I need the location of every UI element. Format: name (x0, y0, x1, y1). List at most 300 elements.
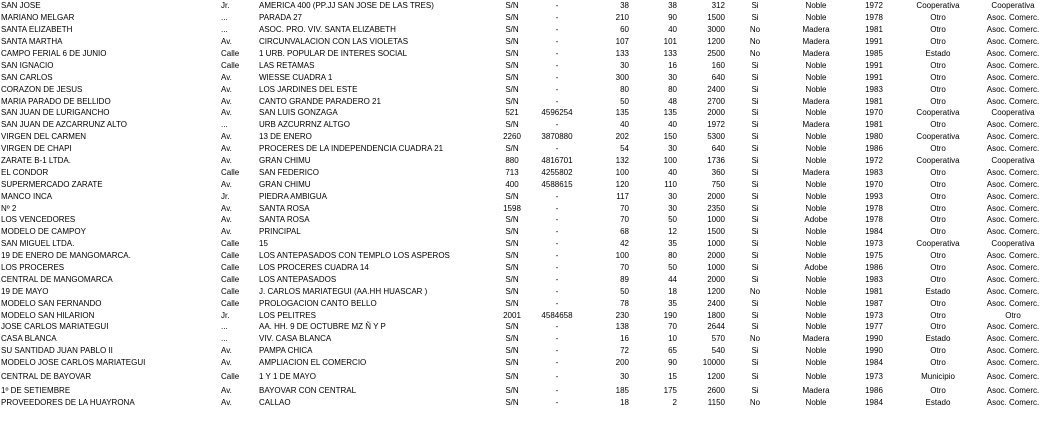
area-cell: 1000 (707, 239, 725, 249)
year-cell: 1973 (865, 310, 883, 320)
table-row (0, 385, 1050, 397)
owner-cell: Otro (930, 37, 946, 47)
market-name-cell: VIRGEN DEL CARMEN (1, 132, 87, 142)
construction-cell: Noble (805, 132, 827, 142)
year-cell: 1977 (865, 322, 883, 332)
owner-cell: Otro (930, 274, 946, 284)
street-number-cell: S/N (505, 25, 519, 35)
via-type-cell: Calle (221, 60, 240, 70)
stalls-active-cell: 10 (668, 334, 677, 344)
service-cell: No (749, 37, 761, 47)
construction-cell: Noble (805, 298, 827, 308)
stalls-active-cell: 80 (668, 84, 677, 94)
organization-cell: Asoc. Comerc. (986, 358, 1040, 368)
via-type-cell: Calle (221, 251, 240, 261)
owner-cell: Otro (930, 203, 946, 213)
area-cell: 5300 (707, 132, 725, 142)
table-row (0, 0, 1050, 12)
year-cell: 1984 (865, 358, 883, 368)
stalls-total-cell: 30 (620, 372, 629, 382)
via-type-cell: Av. (221, 386, 232, 396)
address-cell: WIESSE CUADRA 1 (259, 72, 333, 82)
owner-cell: Otro (930, 13, 946, 23)
service-cell: Si (751, 386, 759, 396)
service-cell: Si (751, 108, 759, 118)
street-number-cell: S/N (505, 286, 519, 296)
stalls-total-cell: 138 (615, 322, 629, 332)
organization-cell: Asoc. Comerc. (986, 263, 1040, 273)
area-cell: 10000 (702, 358, 725, 368)
stalls-active-cell: 16 (668, 60, 677, 70)
table-row (0, 95, 1050, 107)
stalls-total-cell: 100 (615, 167, 629, 177)
owner-cell: Cooperativa (916, 132, 960, 142)
address-cell: PROCERES DE LA INDEPENDENCIA CUADRA 21 (259, 144, 444, 154)
via-type-cell: Av. (221, 96, 232, 106)
organization-cell: Asoc. Comerc. (986, 298, 1040, 308)
service-cell: Si (751, 322, 759, 332)
stalls-total-cell: 70 (620, 203, 629, 213)
street-number-cell: S/N (505, 263, 519, 273)
via-type-cell: Calle (221, 239, 240, 249)
phone-cell: 4588615 (541, 179, 573, 189)
phone-cell: - (555, 72, 559, 82)
stalls-total-cell: 68 (620, 227, 629, 237)
stalls-active-cell: 50 (668, 215, 677, 225)
construction-cell: Noble (805, 13, 827, 23)
construction-cell: Adobe (804, 263, 828, 273)
year-cell: 1978 (865, 13, 883, 23)
table-row (0, 333, 1050, 345)
stalls-total-cell: 42 (620, 239, 629, 249)
table-row (0, 166, 1050, 178)
year-cell: 1978 (865, 203, 883, 213)
organization-cell: Asoc. Comerc. (986, 132, 1040, 142)
stalls-active-cell: 65 (668, 346, 677, 356)
owner-cell: Estado (925, 334, 951, 344)
service-cell: Si (751, 203, 759, 213)
phone-cell: - (555, 60, 559, 70)
stalls-total-cell: 133 (615, 49, 629, 58)
via-type-cell: Av. (221, 227, 232, 237)
year-cell: 1973 (865, 372, 883, 382)
stalls-total-cell: 117 (616, 191, 629, 201)
market-name-cell: MODELO JOSE CARLOS MARIATEGUI (1, 358, 146, 368)
organization-cell: Asoc. Comerc. (986, 322, 1040, 332)
table-row (0, 119, 1050, 131)
table-row (0, 397, 1050, 409)
table-row (0, 357, 1050, 369)
via-type-cell: Av. (221, 132, 232, 142)
street-number-cell: S/N (505, 274, 519, 284)
address-cell: 15 (259, 239, 268, 249)
via-type-cell: Av. (221, 203, 232, 213)
stalls-active-cell: 110 (664, 179, 677, 189)
market-name-cell: SU SANTIDAD JUAN PABLO II (1, 346, 113, 356)
service-cell: No (749, 334, 761, 344)
street-number-cell: S/N (505, 72, 519, 82)
stalls-total-cell: 135 (615, 108, 629, 118)
street-number-cell: 1598 (503, 203, 521, 213)
street-number-cell: S/N (505, 386, 519, 396)
service-cell: Si (751, 13, 759, 23)
organization-cell: Asoc. Comerc. (986, 84, 1040, 94)
owner-cell: Otro (930, 322, 946, 332)
area-cell: 2700 (707, 96, 725, 106)
street-number-cell: S/N (505, 239, 519, 249)
table-row (0, 131, 1050, 143)
street-number-cell: S/N (505, 96, 519, 106)
market-name-cell: SANTA MARTHA (1, 37, 63, 47)
address-cell: SAN FEDERICO (259, 167, 320, 177)
owner-cell: Otro (930, 179, 946, 189)
construction-cell: Noble (805, 191, 827, 201)
organization-cell: Asoc. Comerc. (986, 179, 1040, 189)
area-cell: 640 (711, 144, 725, 154)
phone-cell: - (555, 120, 559, 130)
street-number-cell: 521 (505, 108, 519, 118)
construction-cell: Noble (805, 60, 827, 70)
year-cell: 1970 (865, 179, 883, 189)
table-row (0, 214, 1050, 226)
table-row (0, 285, 1050, 297)
organization-cell: Asoc. Comerc. (986, 397, 1040, 407)
table-row (0, 202, 1050, 214)
year-cell: 1987 (865, 298, 883, 308)
service-cell: Si (751, 227, 759, 237)
table-row (0, 155, 1050, 167)
area-cell: 1500 (707, 13, 725, 23)
service-cell: Si (751, 251, 759, 261)
organization-cell: Asoc. Comerc. (986, 167, 1040, 177)
organization-cell: Asoc. Comerc. (986, 334, 1040, 344)
year-cell: 1972 (865, 156, 883, 166)
service-cell: Si (751, 179, 759, 189)
via-type-cell: Jr. (221, 310, 230, 320)
construction-cell: Noble (805, 372, 827, 382)
table-row (0, 59, 1050, 71)
market-name-cell: 1º DE SETIEMBRE (1, 386, 71, 396)
stalls-total-cell: 100 (615, 251, 629, 261)
stalls-total-cell: 30 (620, 60, 629, 70)
organization-cell: Asoc. Comerc. (986, 37, 1040, 47)
market-name-cell: SAN JUAN DE LURIGANCHO (1, 108, 110, 118)
address-cell: 1 Y 1 DE MAYO (259, 372, 316, 382)
stalls-active-cell: 30 (668, 191, 677, 201)
address-cell: PROLOGACION CANTO BELLO (259, 298, 377, 308)
stalls-total-cell: 72 (620, 346, 629, 356)
stalls-active-cell: 44 (668, 274, 677, 284)
area-cell: 2400 (707, 298, 725, 308)
address-cell: GRAN CHIMU (259, 179, 311, 189)
stalls-active-cell: 80 (668, 251, 677, 261)
stalls-active-cell: 133 (663, 49, 677, 58)
organization-cell: Asoc. Comerc. (986, 251, 1040, 261)
stalls-active-cell: 30 (668, 72, 677, 82)
market-name-cell: SAN IGNACIO (1, 60, 54, 70)
owner-cell: Otro (930, 310, 946, 320)
stalls-total-cell: 300 (615, 72, 629, 82)
year-cell: 1991 (865, 37, 883, 47)
service-cell: Si (751, 263, 759, 273)
stalls-active-cell: 135 (663, 108, 677, 118)
organization-cell: Asoc. Comerc. (986, 96, 1040, 106)
service-cell: Si (751, 358, 759, 368)
market-name-cell: EL CONDOR (1, 167, 49, 177)
stalls-total-cell: 107 (615, 37, 629, 47)
area-cell: 1150 (707, 397, 725, 407)
table-row (0, 262, 1050, 274)
owner-cell: Otro (930, 346, 946, 356)
service-cell: Si (751, 144, 759, 154)
phone-cell: 4255802 (541, 167, 573, 177)
area-cell: 570 (711, 334, 725, 344)
area-cell: 1200 (707, 37, 725, 47)
table-row (0, 309, 1050, 321)
market-name-cell: CASA BLANCA (1, 334, 57, 344)
owner-cell: Otro (930, 144, 946, 154)
address-cell: SANTA ROSA (259, 215, 310, 225)
owner-cell: Otro (930, 120, 946, 130)
market-name-cell: MARIA PARADO DE BELLIDO (1, 96, 111, 106)
service-cell: Si (751, 274, 759, 284)
owner-cell: Municipio (921, 372, 955, 382)
street-number-cell: 880 (505, 156, 519, 166)
area-cell: 2000 (707, 191, 725, 201)
market-name-cell: CENTRAL DE MANGOMARCA (1, 274, 113, 284)
stalls-total-cell: 89 (620, 274, 629, 284)
phone-cell: - (555, 239, 559, 249)
service-cell: Si (751, 310, 759, 320)
owner-cell: Otro (930, 227, 946, 237)
year-cell: 1991 (865, 72, 883, 82)
via-type-cell: Av. (221, 72, 232, 82)
area-cell: 2350 (707, 203, 725, 213)
service-cell: Si (751, 167, 759, 177)
organization-cell: Asoc. Comerc. (986, 203, 1040, 213)
owner-cell: Otro (930, 263, 946, 273)
phone-cell: - (555, 1, 559, 11)
organization-cell: Cooperativa (991, 108, 1035, 118)
street-number-cell: S/N (505, 1, 519, 11)
construction-cell: Madera (802, 120, 830, 130)
construction-cell: Madera (802, 37, 830, 47)
market-name-cell: ZARATE B-1 LTDA. (1, 156, 71, 166)
phone-cell: 4584658 (541, 310, 573, 320)
area-cell: 1000 (707, 263, 725, 273)
service-cell: Si (751, 372, 759, 382)
service-cell: Si (751, 120, 759, 130)
market-name-cell: 19 DE ENERO DE MANGOMARCA. (1, 251, 131, 261)
area-cell: 1200 (707, 372, 725, 382)
market-name-cell: MARIANO MELGAR (1, 13, 75, 23)
address-cell: CANTO GRANDE PARADERO 21 (259, 96, 381, 106)
stalls-total-cell: 185 (615, 386, 629, 396)
construction-cell: Noble (805, 346, 827, 356)
street-number-cell: 2260 (503, 132, 521, 142)
owner-cell: Otro (930, 386, 946, 396)
service-cell: Si (751, 132, 759, 142)
owner-cell: Cooperativa (916, 108, 960, 118)
address-cell: VIV. CASA BLANCA (259, 334, 332, 344)
year-cell: 1986 (865, 386, 883, 396)
construction-cell: Adobe (804, 215, 828, 225)
address-cell: BAYOVAR CON CENTRAL (259, 386, 357, 396)
stalls-total-cell: 38 (620, 1, 629, 11)
market-name-cell: VIRGEN DE CHAPI (1, 144, 72, 154)
service-cell: Si (751, 191, 759, 201)
address-cell: SAN LUIS GONZAGA (259, 108, 338, 118)
owner-cell: Otro (930, 358, 946, 368)
market-name-cell: SAN CARLOS (1, 72, 53, 82)
table-row (0, 83, 1050, 95)
stalls-total-cell: 78 (620, 298, 629, 308)
stalls-active-cell: 35 (668, 298, 677, 308)
market-name-cell: MODELO SAN HILARION (1, 310, 95, 320)
table-row (0, 226, 1050, 238)
stalls-total-cell: 18 (620, 397, 629, 407)
table-row (0, 12, 1050, 24)
via-type-cell: Calle (221, 298, 240, 308)
address-cell: AMERICA 400 (PP.JJ SAN JOSE DE LAS TRES) (259, 1, 434, 11)
stalls-active-cell: 40 (668, 25, 677, 35)
table-row (0, 143, 1050, 155)
year-cell: 1981 (865, 96, 883, 106)
table-row (0, 250, 1050, 262)
organization-cell: Cooperativa (991, 156, 1035, 166)
street-number-cell: S/N (505, 251, 519, 261)
area-cell: 1800 (707, 310, 725, 320)
area-cell: 2000 (707, 251, 725, 261)
market-name-cell: SAN JOSE (1, 1, 41, 11)
phone-cell: - (555, 251, 559, 261)
area-cell: 2000 (707, 108, 725, 118)
year-cell: 1981 (865, 25, 883, 35)
construction-cell: Noble (805, 179, 827, 189)
street-number-cell: S/N (505, 227, 519, 237)
stalls-active-cell: 18 (668, 286, 677, 296)
address-cell: CALLAO (259, 397, 291, 407)
street-number-cell: S/N (505, 397, 519, 407)
stalls-active-cell: 30 (668, 203, 677, 213)
address-cell: URB AZCURRNZ ALTGO (259, 120, 350, 130)
construction-cell: Noble (805, 286, 827, 296)
stalls-total-cell: 70 (620, 263, 629, 273)
year-cell: 1980 (865, 132, 883, 142)
address-cell: ASOC. PRO. VIV. SANTA ELIZABETH (259, 25, 396, 35)
stalls-total-cell: 202 (615, 132, 629, 142)
market-name-cell: LOS VENCEDORES (1, 215, 76, 225)
table-row (0, 297, 1050, 309)
construction-cell: Noble (805, 203, 827, 213)
stalls-active-cell: 12 (668, 227, 677, 237)
organization-cell: Asoc. Comerc. (986, 286, 1040, 296)
street-number-cell: S/N (505, 322, 519, 332)
area-cell: 2400 (707, 84, 725, 94)
stalls-active-cell: 190 (663, 310, 677, 320)
address-cell: LAS RETAMAS (259, 60, 315, 70)
market-name-cell: LOS PROCERES (1, 263, 65, 273)
street-number-cell: 713 (505, 167, 519, 177)
market-name-cell: MODELO DE CAMPOY (1, 227, 86, 237)
area-cell: 2500 (707, 49, 725, 58)
area-cell: 640 (711, 72, 725, 82)
street-number-cell: S/N (505, 120, 519, 130)
phone-cell: - (555, 346, 559, 356)
market-name-cell: Nº 2 (1, 203, 17, 213)
phone-cell: - (555, 215, 559, 225)
year-cell: 1983 (865, 167, 883, 177)
via-type-cell: Av. (221, 37, 232, 47)
address-cell: GRAN CHIMU (259, 156, 311, 166)
address-cell: CIRCUNVALACION CON LAS VIOLETAS (259, 37, 409, 47)
address-cell: LOS JARDINES DEL ESTE (259, 84, 358, 94)
owner-cell: Estado (925, 397, 951, 407)
organization-cell: Asoc. Comerc. (986, 60, 1040, 70)
market-name-cell: MANCO INCA (1, 191, 53, 201)
table-row (0, 71, 1050, 83)
table-row (0, 345, 1050, 357)
via-type-cell: Av. (221, 215, 232, 225)
construction-cell: Madera (802, 49, 830, 58)
service-cell: Si (751, 72, 759, 82)
organization-cell: Otro (1005, 310, 1021, 320)
owner-cell: Otro (930, 215, 946, 225)
year-cell: 1981 (865, 120, 883, 130)
construction-cell: Noble (805, 397, 827, 407)
stalls-active-cell: 40 (668, 120, 677, 130)
service-cell: No (749, 286, 761, 296)
street-number-cell: S/N (505, 191, 519, 201)
phone-cell: - (555, 37, 559, 47)
stalls-total-cell: 54 (620, 144, 629, 154)
stalls-active-cell: 35 (668, 239, 677, 249)
organization-cell: Asoc. Comerc. (986, 372, 1040, 382)
organization-cell: Cooperativa (991, 239, 1035, 249)
organization-cell: Asoc. Comerc. (986, 72, 1040, 82)
stalls-active-cell: 40 (668, 167, 677, 177)
organization-cell: Asoc. Comerc. (986, 227, 1040, 237)
construction-cell: Madera (802, 334, 830, 344)
address-cell: LOS ANTEPASADOS (259, 274, 337, 284)
phone-cell: - (555, 274, 559, 284)
via-type-cell: Calle (221, 49, 240, 58)
street-number-cell: S/N (505, 144, 519, 154)
address-cell: PARADA 27 (259, 13, 302, 23)
market-name-cell: PROVEEDORES DE LA HUAYRONA (1, 397, 135, 407)
street-number-cell: S/N (505, 298, 519, 308)
address-cell: 13 DE ENERO (259, 132, 312, 142)
year-cell: 1985 (865, 49, 883, 58)
organization-cell: Asoc. Comerc. (986, 120, 1040, 130)
phone-cell: - (555, 49, 559, 58)
construction-cell: Noble (805, 156, 827, 166)
area-cell: 2644 (707, 322, 725, 332)
year-cell: 1984 (865, 227, 883, 237)
street-number-cell: 400 (505, 179, 519, 189)
area-cell: 360 (711, 167, 725, 177)
street-number-cell: S/N (505, 37, 519, 47)
area-cell: 540 (711, 346, 725, 356)
market-name-cell: CAMPO FERIAL 6 DE JUNIO (1, 49, 107, 58)
stalls-active-cell: 150 (663, 132, 677, 142)
area-cell: 1000 (707, 215, 725, 225)
via-type-cell: Av. (221, 397, 232, 407)
organization-cell: Asoc. Comerc. (986, 25, 1040, 35)
stalls-active-cell: 48 (668, 96, 677, 106)
construction-cell: Noble (805, 72, 827, 82)
area-cell: 1972 (707, 120, 725, 130)
